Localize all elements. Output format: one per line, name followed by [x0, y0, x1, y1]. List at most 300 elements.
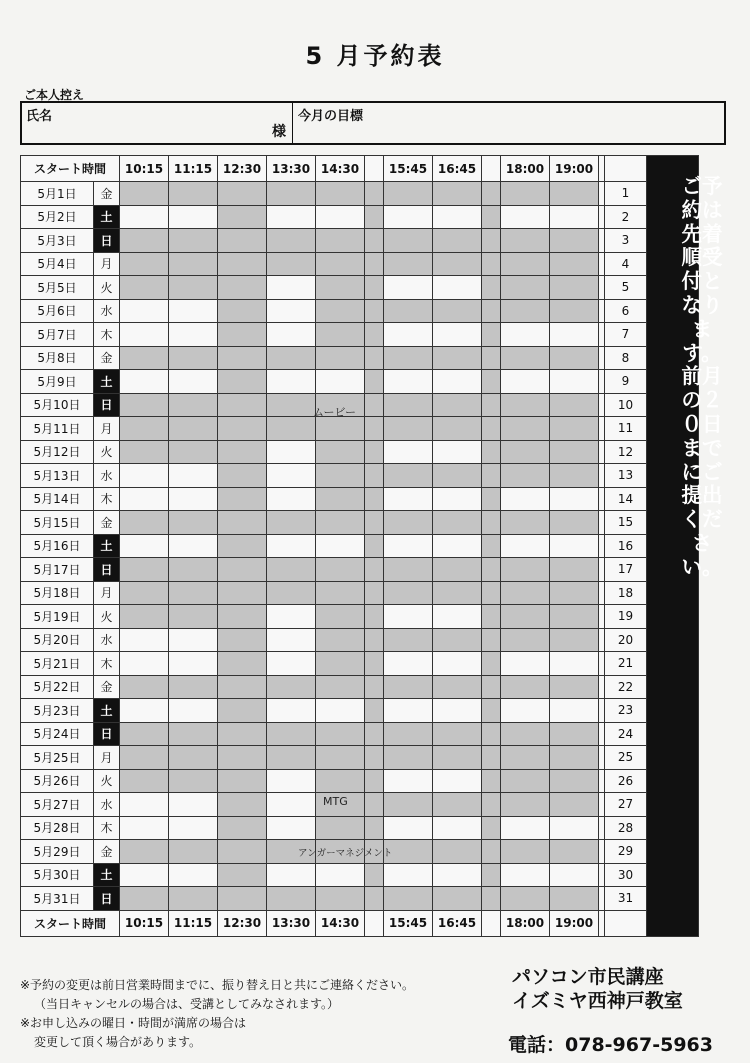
- slot-cell: [433, 816, 482, 840]
- slot-cell: [501, 863, 550, 887]
- slot-cell: [218, 699, 267, 723]
- slot-cell: [501, 628, 550, 652]
- slot-cell: [433, 511, 482, 535]
- day-row: [21, 558, 699, 582]
- slot-cell: [433, 487, 482, 511]
- day-date: 5月21日: [21, 652, 94, 676]
- slot-cell: [384, 229, 433, 253]
- slot-cell: [550, 887, 599, 911]
- slot-cell: [267, 511, 316, 535]
- day-date: 5月13日: [21, 464, 94, 488]
- slot-cell: [550, 299, 599, 323]
- time-slot-header: 11:15: [169, 910, 218, 936]
- slot-cell: [316, 346, 365, 370]
- slot-cell: [169, 487, 218, 511]
- slot-cell: [550, 393, 599, 417]
- slot-cell: [501, 440, 550, 464]
- slot-cell: [550, 652, 599, 676]
- day-date: 5月5日: [21, 276, 94, 300]
- slot-cell: [550, 722, 599, 746]
- slot-cell: [384, 534, 433, 558]
- slot-cell: [316, 887, 365, 911]
- day-row: [21, 769, 699, 793]
- slot-cell: [120, 628, 169, 652]
- slot-cell: [384, 276, 433, 300]
- day-of-week: 木: [94, 487, 120, 511]
- day-date: 5月17日: [21, 558, 94, 582]
- day-of-week: 金: [94, 511, 120, 535]
- slot-cell: [384, 675, 433, 699]
- row-number: 4: [605, 252, 647, 276]
- day-row: [21, 816, 699, 840]
- slot-cell: [550, 816, 599, 840]
- row-number: 2: [605, 205, 647, 229]
- slot-cell: [501, 581, 550, 605]
- slot-cell: [120, 182, 169, 206]
- row-number: 6: [605, 299, 647, 323]
- row-number: 1: [605, 182, 647, 206]
- slot-cell: [267, 699, 316, 723]
- row-number: 20: [605, 628, 647, 652]
- slot-cell: [550, 205, 599, 229]
- day-of-week: 月: [94, 746, 120, 770]
- day-row: [21, 323, 699, 347]
- slot-cell: [433, 652, 482, 676]
- slot-cell: [433, 887, 482, 911]
- slot-cell: [384, 887, 433, 911]
- slot-cell: [316, 769, 365, 793]
- spacer-cell: [365, 605, 384, 629]
- spacer-cell: [482, 346, 501, 370]
- slot-cell: [433, 840, 482, 864]
- slot-cell: [218, 276, 267, 300]
- spacer-cell: [482, 229, 501, 253]
- day-row: [21, 605, 699, 629]
- note-line: ※予約の変更は前日営業時間までに、振り替え日と共にご連絡ください。: [20, 978, 415, 992]
- spacer-cell: [482, 581, 501, 605]
- slot-cell: [433, 769, 482, 793]
- spacer-cell: [482, 417, 501, 441]
- slot-cell: [550, 769, 599, 793]
- slot-cell: [550, 863, 599, 887]
- slot-cell: [169, 746, 218, 770]
- day-date: 5月8日: [21, 346, 94, 370]
- spacer-cell: [482, 511, 501, 535]
- row-number: 16: [605, 534, 647, 558]
- day-of-week: 水: [94, 628, 120, 652]
- slot-cell: [501, 793, 550, 817]
- spacer-cell: [482, 816, 501, 840]
- slot-cell: [501, 323, 550, 347]
- slot-cell: [384, 511, 433, 535]
- slot-cell: [501, 182, 550, 206]
- spacer-cell: [482, 558, 501, 582]
- spacer-cell: [365, 346, 384, 370]
- day-row: [21, 464, 699, 488]
- day-row: [21, 417, 699, 441]
- slot-cell: [267, 276, 316, 300]
- goal-label: 今月の目標: [298, 109, 364, 124]
- slot-cell: [169, 393, 218, 417]
- slot-cell: [501, 769, 550, 793]
- slot-cell: [433, 746, 482, 770]
- row-number: 11: [605, 417, 647, 441]
- slot-cell: [267, 722, 316, 746]
- day-date: 5月18日: [21, 581, 94, 605]
- slot-cell: [384, 417, 433, 441]
- spacer-cell: [365, 628, 384, 652]
- slot-cell: [550, 581, 599, 605]
- spacer-cell: [365, 440, 384, 464]
- slot-cell: [433, 323, 482, 347]
- slot-cell: [501, 276, 550, 300]
- row-number: 29: [605, 840, 647, 864]
- slot-cell: [218, 487, 267, 511]
- slot-cell: [501, 840, 550, 864]
- slot-cell: [169, 370, 218, 394]
- time-slot-header: 16:45: [433, 910, 482, 936]
- slot-cell: [169, 205, 218, 229]
- slot-cell: [169, 229, 218, 253]
- slot-cell: [501, 205, 550, 229]
- slot-cell: [501, 346, 550, 370]
- slot-cell: [267, 628, 316, 652]
- slot-cell: [267, 534, 316, 558]
- slot-cell: [120, 581, 169, 605]
- spacer-cell: [482, 205, 501, 229]
- slot-cell: [218, 840, 267, 864]
- day-date: 5月25日: [21, 746, 94, 770]
- day-of-week: 火: [94, 605, 120, 629]
- slot-cell: [384, 346, 433, 370]
- slot-cell: [218, 652, 267, 676]
- slot-cell: [120, 205, 169, 229]
- slot-cell: [169, 417, 218, 441]
- slot-cell: [169, 605, 218, 629]
- slot-cell: [384, 628, 433, 652]
- spacer-cell: [365, 722, 384, 746]
- slot-cell: [169, 887, 218, 911]
- slot-cell: [267, 252, 316, 276]
- slot-cell: [267, 558, 316, 582]
- slot-cell: [550, 229, 599, 253]
- spacer-cell: [482, 675, 501, 699]
- annotation-movie: ムービー: [313, 406, 357, 419]
- day-of-week: 水: [94, 299, 120, 323]
- day-date: 5月28日: [21, 816, 94, 840]
- slot-cell: [501, 252, 550, 276]
- slot-cell: [550, 746, 599, 770]
- slot-cell: [267, 370, 316, 394]
- slot-cell: [267, 323, 316, 347]
- spacer-cell: [365, 323, 384, 347]
- slot-cell: [384, 323, 433, 347]
- slot-cell: [550, 793, 599, 817]
- slot-cell: [433, 793, 482, 817]
- spacer-cell: [482, 182, 501, 206]
- day-of-week: 火: [94, 769, 120, 793]
- slot-cell: [267, 605, 316, 629]
- slot-cell: [501, 746, 550, 770]
- day-date: 5月19日: [21, 605, 94, 629]
- slot-cell: [550, 182, 599, 206]
- slot-cell: [120, 487, 169, 511]
- note-line: （当日キャンセルの場合は、受講としてみなされます。）: [34, 997, 340, 1011]
- day-of-week: 日: [94, 558, 120, 582]
- slot-cell: [550, 417, 599, 441]
- day-of-week: 日: [94, 722, 120, 746]
- slot-cell: [120, 511, 169, 535]
- spacer-cell: [365, 910, 384, 936]
- row-number: 26: [605, 769, 647, 793]
- slot-cell: [120, 323, 169, 347]
- day-row: [21, 675, 699, 699]
- slot-cell: [316, 699, 365, 723]
- slot-cell: [169, 558, 218, 582]
- slot-cell: [169, 699, 218, 723]
- slot-cell: [501, 558, 550, 582]
- slot-cell: [169, 276, 218, 300]
- copy-label: ご本人控え: [24, 88, 85, 102]
- slot-cell: [218, 628, 267, 652]
- day-of-week: 土: [94, 370, 120, 394]
- slot-cell: [169, 534, 218, 558]
- slot-cell: [120, 863, 169, 887]
- row-number: 21: [605, 652, 647, 676]
- row-number: 8: [605, 346, 647, 370]
- day-row: [21, 393, 699, 417]
- day-of-week: 金: [94, 346, 120, 370]
- day-row: [21, 722, 699, 746]
- slot-cell: [433, 722, 482, 746]
- slot-cell: [433, 276, 482, 300]
- slot-cell: [316, 205, 365, 229]
- day-date: 5月29日: [21, 840, 94, 864]
- day-date: 5月12日: [21, 440, 94, 464]
- spacer-cell: [365, 581, 384, 605]
- day-row: [21, 887, 699, 911]
- spacer-cell: [365, 393, 384, 417]
- spacer-cell: [365, 464, 384, 488]
- slot-cell: [550, 628, 599, 652]
- slot-cell: [316, 863, 365, 887]
- slot-cell: [316, 323, 365, 347]
- slot-cell: [218, 464, 267, 488]
- slot-cell: [218, 182, 267, 206]
- spacer-cell: [482, 722, 501, 746]
- slot-cell: [169, 628, 218, 652]
- slot-cell: [169, 863, 218, 887]
- day-date: 5月10日: [21, 393, 94, 417]
- day-of-week: 火: [94, 276, 120, 300]
- rownum-header: [605, 910, 647, 936]
- slot-cell: [316, 252, 365, 276]
- slot-cell: [384, 605, 433, 629]
- notes: [20, 976, 414, 1052]
- slot-cell: [316, 581, 365, 605]
- spacer-cell: [482, 652, 501, 676]
- slot-cell: [316, 722, 365, 746]
- slot-cell: [433, 581, 482, 605]
- slot-cell: [120, 229, 169, 253]
- slot-cell: [120, 605, 169, 629]
- slot-cell: [550, 487, 599, 511]
- spacer-cell: [365, 205, 384, 229]
- spacer-cell: [365, 534, 384, 558]
- start-time-label: スタート時間: [21, 156, 120, 182]
- slot-cell: [316, 417, 365, 441]
- slot-cell: [169, 769, 218, 793]
- day-of-week: 月: [94, 581, 120, 605]
- time-slot-header: 10:15: [120, 910, 169, 936]
- slot-cell: [501, 675, 550, 699]
- slot-cell: [316, 299, 365, 323]
- slot-cell: [433, 252, 482, 276]
- spacer-cell: [365, 252, 384, 276]
- slot-cell: [120, 558, 169, 582]
- slot-cell: [218, 205, 267, 229]
- spacer-cell: [365, 417, 384, 441]
- slot-cell: [218, 816, 267, 840]
- day-date: 5月2日: [21, 205, 94, 229]
- slot-cell: [384, 205, 433, 229]
- slot-cell: [120, 393, 169, 417]
- vertical-notice: ご予約は先着順受付となります。前月の２０日までにご提出ください。: [681, 174, 723, 579]
- spacer-cell: [365, 370, 384, 394]
- slot-cell: [218, 370, 267, 394]
- spacer-cell: [482, 605, 501, 629]
- day-of-week: 土: [94, 205, 120, 229]
- day-date: 5月26日: [21, 769, 94, 793]
- slot-cell: [550, 440, 599, 464]
- day-row: [21, 299, 699, 323]
- slot-cell: [384, 370, 433, 394]
- slot-cell: [384, 299, 433, 323]
- spacer-cell: [482, 769, 501, 793]
- slot-cell: [316, 746, 365, 770]
- slot-cell: [218, 793, 267, 817]
- day-of-week: 木: [94, 323, 120, 347]
- slot-cell: [267, 746, 316, 770]
- slot-cell: [433, 464, 482, 488]
- day-date: 5月20日: [21, 628, 94, 652]
- day-row: [21, 252, 699, 276]
- slot-cell: [120, 299, 169, 323]
- time-slot-header: 10:15: [120, 156, 169, 182]
- slot-cell: [550, 346, 599, 370]
- row-number: 13: [605, 464, 647, 488]
- spacer-cell: [482, 699, 501, 723]
- row-number: 28: [605, 816, 647, 840]
- day-of-week: 月: [94, 417, 120, 441]
- page-title: 5 月予約表: [305, 42, 445, 70]
- spacer-cell: [365, 511, 384, 535]
- slot-cell: [267, 652, 316, 676]
- day-date: 5月23日: [21, 699, 94, 723]
- spacer-cell: [482, 323, 501, 347]
- slot-cell: [316, 652, 365, 676]
- bottom-header-row: [21, 910, 699, 936]
- slot-cell: [120, 276, 169, 300]
- slot-cell: [218, 581, 267, 605]
- slot-cell: [384, 440, 433, 464]
- spacer-cell: [482, 299, 501, 323]
- row-number: 25: [605, 746, 647, 770]
- day-of-week: 日: [94, 393, 120, 417]
- row-number: 7: [605, 323, 647, 347]
- day-date: 5月15日: [21, 511, 94, 535]
- slot-cell: [384, 769, 433, 793]
- day-date: 5月27日: [21, 793, 94, 817]
- slot-cell: [218, 863, 267, 887]
- slot-cell: [169, 840, 218, 864]
- time-slot-header: 13:30: [267, 156, 316, 182]
- slot-cell: [384, 393, 433, 417]
- day-row: [21, 534, 699, 558]
- slot-cell: [433, 699, 482, 723]
- time-slot-header: 19:00: [550, 156, 599, 182]
- slot-cell: [550, 699, 599, 723]
- slot-cell: [120, 746, 169, 770]
- slot-cell: [169, 346, 218, 370]
- slot-cell: [169, 464, 218, 488]
- rownum-header: [605, 156, 647, 182]
- note-line: 変更して頂く場合があります。: [34, 1035, 202, 1049]
- slot-cell: [120, 370, 169, 394]
- slot-cell: [120, 722, 169, 746]
- slot-cell: [120, 252, 169, 276]
- time-slot-header: 12:30: [218, 156, 267, 182]
- annotation-anger-management: アンガーマネジメント: [298, 848, 393, 859]
- day-row: [21, 793, 699, 817]
- slot-cell: [218, 769, 267, 793]
- school-name: [512, 965, 683, 1013]
- name-label: 氏名: [26, 109, 53, 124]
- slot-cell: [384, 252, 433, 276]
- slot-cell: [267, 182, 316, 206]
- spacer-cell: [482, 793, 501, 817]
- slot-cell: [433, 299, 482, 323]
- day-of-week: 木: [94, 816, 120, 840]
- slot-cell: [267, 464, 316, 488]
- slot-cell: [267, 393, 316, 417]
- slot-cell: [316, 440, 365, 464]
- slot-cell: [501, 652, 550, 676]
- time-slot-header: 15:45: [384, 910, 433, 936]
- slot-cell: [120, 769, 169, 793]
- spacer-cell: [482, 487, 501, 511]
- slot-cell: [433, 628, 482, 652]
- slot-cell: [384, 182, 433, 206]
- slot-cell: [433, 675, 482, 699]
- slot-cell: [267, 487, 316, 511]
- spacer-cell: [482, 534, 501, 558]
- slot-cell: [267, 299, 316, 323]
- slot-cell: [218, 393, 267, 417]
- day-of-week: 日: [94, 887, 120, 911]
- time-slot-header: 19:00: [550, 910, 599, 936]
- slot-cell: [501, 464, 550, 488]
- slot-cell: [501, 699, 550, 723]
- slot-cell: [384, 464, 433, 488]
- day-date: 5月31日: [21, 887, 94, 911]
- day-row: [21, 746, 699, 770]
- slot-cell: [169, 675, 218, 699]
- slot-cell: [169, 652, 218, 676]
- slot-cell: [550, 370, 599, 394]
- slot-cell: [316, 229, 365, 253]
- slot-cell: [384, 793, 433, 817]
